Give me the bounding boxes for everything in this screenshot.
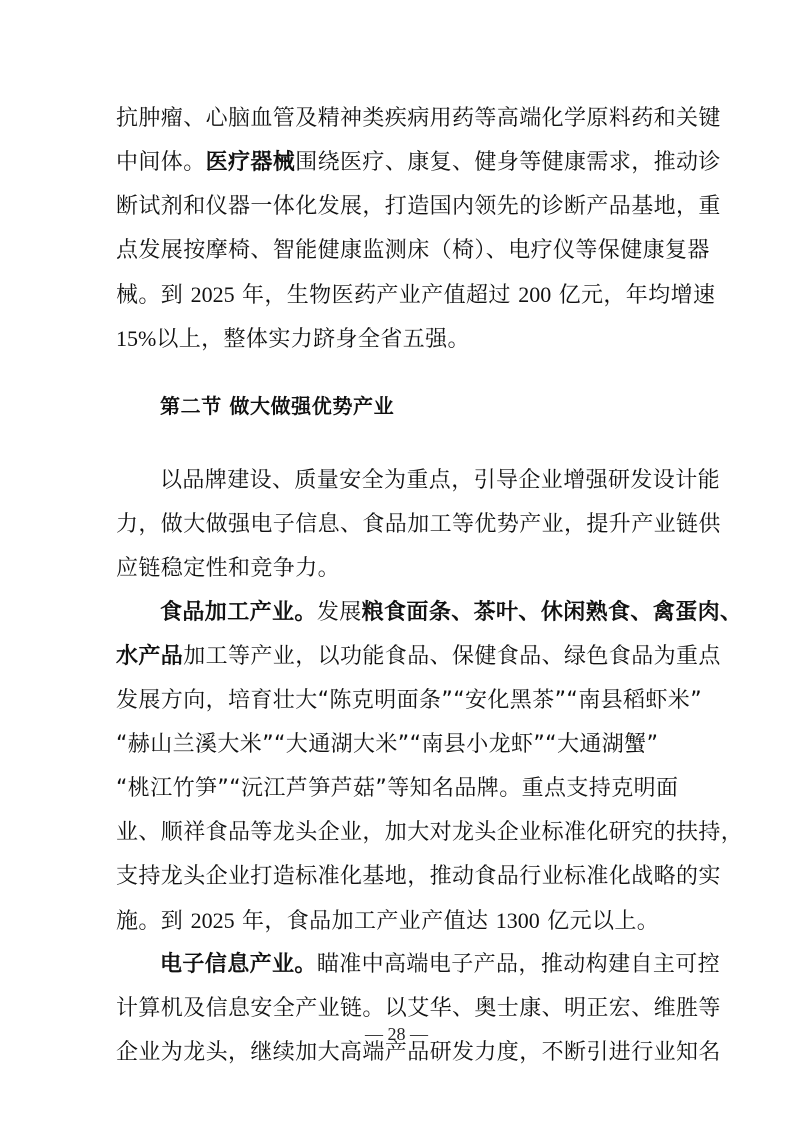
section-heading: 第二节 做大做强优势产业 — [160, 394, 395, 418]
text-run: 亿元，年均增速 — [551, 283, 716, 308]
paragraph-line: 企业为龙头，继续加大高端产品研发力度，不断引进行业知名 — [116, 1040, 721, 1065]
paragraph-line: 以品牌建设、质量安全为重点，引导企业增强研发设计能 — [160, 468, 721, 493]
text-run: 械。到 — [116, 283, 191, 308]
number-run: 200 — [518, 282, 552, 307]
paragraph-line: 业、顺祥食品等龙头企业，加大对龙头企业标准化研究的扶持， — [116, 820, 744, 845]
paragraph-line: 应链稳定性和竞争力。 — [116, 556, 341, 581]
text-run: 中间体。 — [116, 150, 206, 175]
text-run: 瞄准中高端电子产品，推动构建自主可控 — [316, 952, 721, 977]
text-run: 年，食品加工产业产值达 — [234, 909, 496, 934]
number-run: 1300 — [495, 908, 540, 933]
paragraph-line — [116, 148, 721, 178]
page-number: — 28 — — [365, 1024, 428, 1044]
paragraph-line — [116, 280, 715, 311]
text-run: 年，生物医药产业产值超过 — [234, 283, 519, 308]
text-run: 加工等产业，以功能食品、保健食品、绿色食品为重点 — [183, 644, 721, 669]
paragraph-line: “赫山兰溪大米”“大通湖大米”“南县小龙虾”“大通湖蟹” — [116, 732, 659, 757]
paragraph-line: 发展方向，培育壮大“陈克明面条”“安化黑茶”“南县稻虾米” — [116, 688, 702, 713]
paragraph-line: 点发展按摩椅、智能健康监测床（椅）、电疗仪等保健康复器 — [116, 238, 710, 263]
paragraph-line — [116, 324, 470, 355]
paragraph-line: 力，做大做强电子信息、食品加工等优势产业，提升产业链供 — [116, 512, 721, 537]
number-run: 2025 — [190, 908, 235, 933]
paragraph-line: 断试剂和仪器一体化发展，打造国内领先的诊断产品基地，重 — [116, 194, 721, 219]
subsection-title-food: 食品加工产业。 — [160, 600, 317, 625]
paragraph-line: 抗肿瘤、心脑血管及精神类疾病用药等高端化学原料药和关键 — [116, 106, 721, 131]
paragraph-line — [160, 598, 742, 628]
paragraph-line — [160, 950, 720, 980]
text-run: 施。到 — [116, 909, 191, 934]
text-run: 发展 — [316, 600, 362, 625]
paragraph-line — [116, 642, 721, 672]
paragraph-line: 支持龙头企业打造标准化基地，推动食品行业标准化战略的实 — [116, 864, 721, 889]
paragraph-line: “桃江竹笋”“沅江芦笋芦菇”等知名品牌。重点支持克明面 — [116, 776, 679, 801]
bold-term-food-products: 粮食面条、茶叶、休闲熟食、禽蛋肉、 — [361, 600, 743, 625]
number-run: 15% — [116, 326, 157, 351]
number-run: 2025 — [190, 282, 235, 307]
subsection-title-electronics: 电子信息产业。 — [160, 952, 317, 977]
bold-term-medical-devices: 医疗器械 — [205, 150, 296, 175]
text-run: 围绕医疗、康复、健身等健康需求，推动诊 — [295, 150, 721, 175]
paragraph-line: 计算机及信息安全产业链。以艾华、奥士康、明正宏、维胜等 — [116, 996, 721, 1021]
bold-term-aquatic-products: 水产品 — [116, 644, 184, 669]
text-run: 以上，整体实力跻身全省五强。 — [156, 327, 470, 352]
text-run: 亿元以上。 — [539, 909, 660, 934]
paragraph-line — [116, 906, 659, 937]
